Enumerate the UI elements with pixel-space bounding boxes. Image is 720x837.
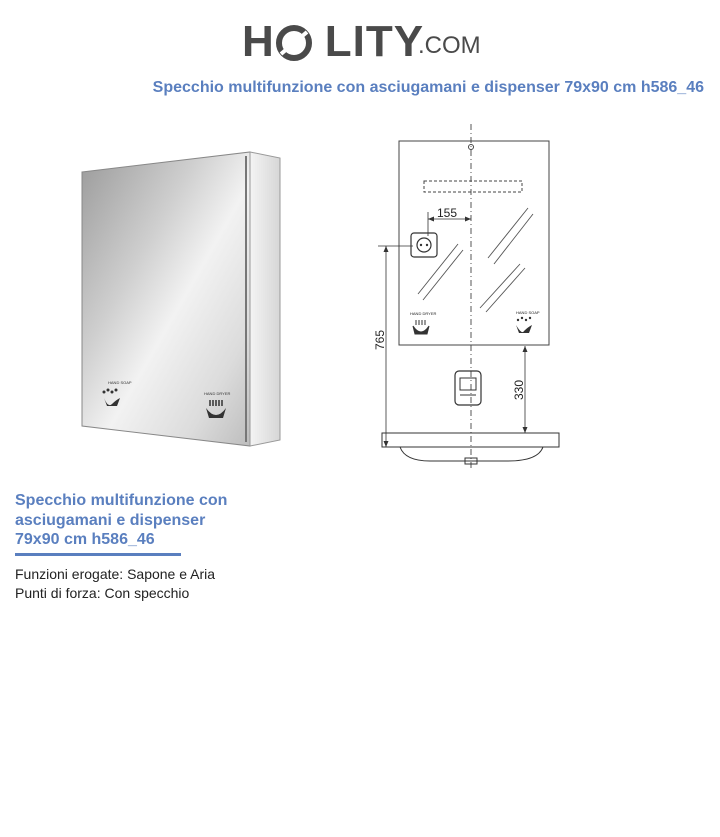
dimension-155: 155 (437, 206, 458, 220)
brand-logo[interactable] (242, 18, 482, 66)
logo-domain-suffix: .COM (418, 32, 481, 59)
photo-soap-label: HAND SOAP (108, 380, 132, 385)
logo-ring-icon (275, 24, 313, 62)
light-slot (424, 181, 522, 192)
drawing-dryer-label: HAND DRYER (410, 311, 437, 316)
title-underline (15, 553, 181, 556)
dimension-330: 330 (512, 379, 526, 400)
mirror-reflection-lines (418, 208, 533, 312)
page-title: Specchio multifunzione con asciugamani e dispenser 79x90 cm h586_46 (152, 79, 704, 96)
spec-label: Funzioni erogate: (15, 566, 124, 582)
logo-letters: LITY (324, 17, 425, 66)
spec-value: Sapone e Aria (127, 566, 216, 582)
logo-wordmark (242, 18, 424, 66)
product-title (15, 491, 255, 550)
spec-strengths (15, 585, 189, 601)
drawing-soap-label: HAND SOAP (516, 310, 540, 315)
drawing-dryer-icon (413, 320, 429, 334)
spec-value: Con specchio (104, 585, 190, 601)
product-photo (78, 150, 284, 450)
logo-letter-h: H (242, 17, 275, 66)
product-title-line: Specchio multifunzione con (15, 492, 228, 509)
spec-label: Punti di forza: (15, 585, 101, 601)
technical-drawing (368, 124, 568, 468)
photo-dryer-label: HAND DRYER (204, 391, 231, 396)
spec-functions (15, 566, 215, 582)
power-socket-icon (411, 233, 437, 257)
dimension-765: 765 (373, 329, 387, 350)
faucet-icon (455, 371, 481, 405)
drawing-soap-icon (516, 317, 532, 333)
product-title-line: 79x90 cm h586_46 (15, 531, 155, 548)
product-title-line: asciugamani e dispenser (15, 511, 206, 529)
